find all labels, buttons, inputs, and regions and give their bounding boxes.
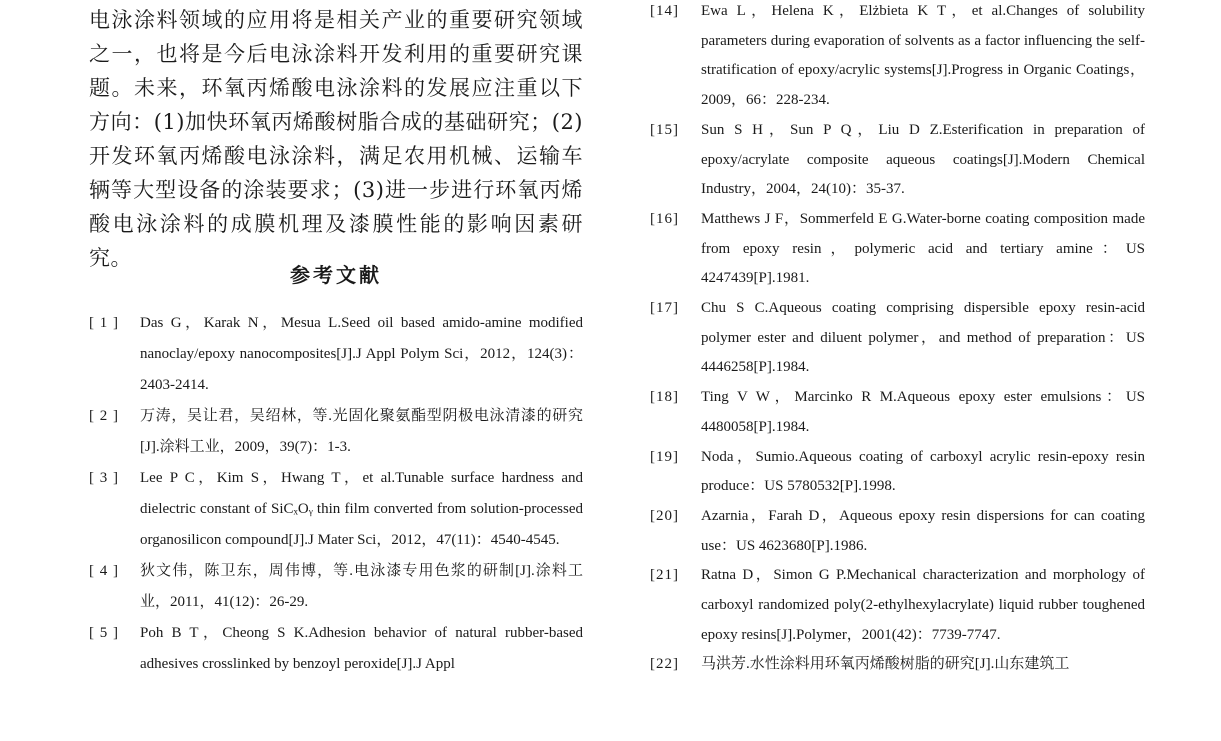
reference-text: Das G，Karak N，Mesua L.Seed oil based amido-amine modified nanoclay/epoxy nanocomposites[J].J Appl Polym Sci，2012，124(3)：2403-2414. bbox=[140, 315, 583, 393]
reference-number: [ 3 ] bbox=[89, 470, 119, 486]
reference-text: Lee P C，Kim S，Hwang T，et al.Tunable surface hardness and dielectric constant of SiCₓOᵧ thin film converted from solution-processed organosilicon compound[J].J Mater Sci，2012，47(11)：4540-4545. bbox=[140, 470, 583, 548]
reference-item bbox=[650, 443, 1145, 502]
left-column bbox=[89, 0, 583, 672]
reference-item bbox=[650, 650, 1145, 680]
reference-number: [17] bbox=[650, 300, 679, 317]
reference-item bbox=[89, 401, 583, 463]
reference-text: Noda，Sumio.Aqueous coating of carboxyl acrylic resin-epoxy resin produce：US 5780532[P].1998. bbox=[701, 448, 1145, 495]
reference-item bbox=[650, 502, 1145, 561]
reference-number: [19] bbox=[650, 448, 679, 465]
reference-number: [ 1 ] bbox=[89, 315, 119, 331]
reference-number: [20] bbox=[650, 507, 679, 524]
reference-text: 万涛，吴让君，吴绍林，等.光固化聚氨酯型阴极电泳清漆的研究[J].涂料工业，2009，39(7)：1-3. bbox=[140, 408, 583, 455]
reference-number: [ 2 ] bbox=[89, 408, 119, 424]
reference-text: 狄文伟，陈卫东，周伟博，等.电泳漆专用色浆的研制[J].涂料工业，2011，41(12)：26-29. bbox=[140, 563, 583, 610]
references-heading: 参考文献 bbox=[290, 263, 382, 287]
reference-number: [18] bbox=[650, 389, 679, 406]
reference-text: Ratna D，Simon G P.Mechanical characterization and morphology of carboxyl randomized poly(2-ethylhexylacrylate) liquid rubber toughened epoxy resins[J].Polymer，2001(42)：7739-7747. bbox=[701, 567, 1145, 643]
reference-number: [ 5 ] bbox=[89, 625, 119, 641]
reference-item bbox=[89, 618, 583, 680]
reference-item bbox=[650, 116, 1145, 205]
reference-text: Sun S H，Sun P Q，Liu D Z.Esterification in preparation of epoxy/acrylate composite aqueous coatings[J].Modern Chemical Industry，2004，24(10)：35-37. bbox=[701, 121, 1145, 198]
reference-number: [ 4 ] bbox=[89, 563, 119, 579]
reference-item bbox=[650, 561, 1145, 650]
body-paragraph: 电泳涂料领域的应用将是相关产业的重要研究领域之一，也将是今后电泳涂料开发利用的重要研究课题。未来，环氧丙烯酸电泳涂料的发展应注重以下方向：(1)加快环氧丙烯酸树脂合成的基础研究；(2)开发环氧丙烯酸电泳涂料，满足农用机械、运输车辆等大型设备的涂装要求；(3)进一步进行环氧丙烯酸电泳涂料的成膜机理及漆膜性能的影响因素研究。 bbox=[89, 8, 583, 270]
reference-item bbox=[650, 294, 1145, 383]
reference-item bbox=[650, 383, 1145, 442]
reference-list-left bbox=[89, 308, 583, 680]
reference-text: Chu S C.Aqueous coating comprising dispersible epoxy resin-acid polymer ester and diluent polymer，and method of preparation：US 4446258[P].1984. bbox=[701, 300, 1145, 376]
reference-text: Matthews J F，Sommerfeld E G.Water-borne coating composition made from epoxy resin，polymeric acid and tertiary amine：US 4247439[P].1981. bbox=[701, 210, 1145, 287]
reference-text: Azarnia，Farah D，Aqueous epoxy resin dispersions for can coating use：US 4623680[P].1986. bbox=[701, 507, 1145, 554]
reference-number: [15] bbox=[650, 121, 679, 138]
reference-number: [16] bbox=[650, 210, 679, 227]
reference-number: [14] bbox=[650, 3, 679, 19]
reference-text: Poh B T，Cheong S K.Adhesion behavior of natural rubber-based adhesives crosslinked by benzoyl peroxide[J].J Appl bbox=[140, 625, 583, 672]
reference-text: Ting V W，Marcinko R M.Aqueous epoxy ester emulsions：US 4480058[P].1984. bbox=[701, 389, 1145, 435]
reference-number: [21] bbox=[650, 567, 679, 584]
reference-number: [22] bbox=[650, 656, 679, 673]
reference-item bbox=[650, 205, 1145, 294]
reference-item bbox=[89, 308, 583, 401]
reference-text: Ewa L，Helena K，Elżbieta K T，et al.Changes of solubility parameters during evaporation of solvents as a factor influencing the self-stratification of epoxy/acrylic systems[J].Progress in Organic Coatings，2009，66：228-234. bbox=[701, 3, 1145, 109]
reference-text: 马洪芳.水性涂料用环氧丙烯酸树脂的研究[J].山东建筑工 bbox=[701, 656, 1070, 673]
reference-item bbox=[650, 0, 1145, 116]
reference-item bbox=[89, 556, 583, 618]
reference-list-right bbox=[650, 0, 1145, 680]
reference-item bbox=[89, 463, 583, 556]
